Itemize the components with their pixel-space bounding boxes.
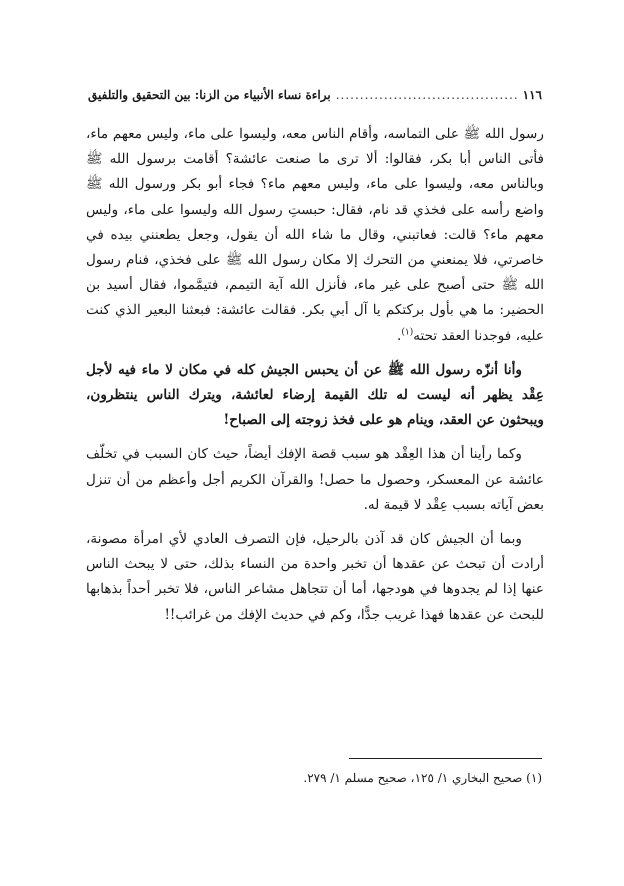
- paragraph-2: وأنا أنزّه رسول الله ﷺ عن أن يحبس الجيش كله في مكان لا ماء فيه لأجل عِقْد يظهر أنه ليست له تلك القيمة إرضاء لعائشة، ويترك الناس ينتظرون، ويبحثون عن العقد، وينام هو على فخذ زوجته إلى الصباح!: [86, 361, 544, 429]
- paragraph-1-text: رسول الله ﷺ على التماسه، وأقام الناس معه، وليسوا على ماء، وليس معهم ماء، فأتى الناس أبا بكر، فقالوا: ألا ترى ما صنعت عائشة؟ أقامت برسول الله ﷺ وبالناس معه، وليسوا على ماء، وليس معهم ماء؟ فجاء أبو بكر ورسول الله ﷺ واضع رأسه على فخذي قد نام، فقال: حبستِ رسول الله وليسوا على ماء، وليس معهم ماء؟ قالت: فعاتبني، وقال ما شاء الله أن يقول، وجعل يطعنني بيده في خاصرتي، فلا يمنعني من التحرك إلا مكان رسول الله ﷺ على فخذي، فنام رسول الله ﷺ حتى أصبح على غير ماء، فأنزل الله آية التيمم، فتيمَّموا، فقال أسيد بن الحضير: ما هي بأول بركتكم يا آل أبي بكر. فقالت عائشة: فبعثنا البعير الذي كنت عليه، فوجدنا العقد تحته: [86, 126, 544, 344]
- running-header: [88, 88, 542, 108]
- footnote-separator: [349, 758, 542, 759]
- paragraph-3: وكما رأينا أن هذا العِقْد هو سبب قصة الإفك أيضاً، حيث كان السبب في تخلّف عائشة عن المعسكر، وحصول ما حصل! والقرآن الكريم أجل وأعظم من أن تنزل بعض آياته بسبب عِقْد لا قيمة له.: [86, 446, 544, 513]
- paragraph-1: [86, 122, 544, 349]
- paragraph-1-end: .: [397, 327, 402, 344]
- running-title: براءة نساء الأنبياء من الزنا: بين التحقيق والتلفيق: [88, 88, 331, 102]
- body-text: [86, 122, 544, 637]
- page-number: ١١٦: [522, 88, 542, 102]
- footnote-reference: (١): [401, 327, 414, 338]
- paragraph-4: وبما أن الجيش كان قد آذن بالرحيل، فإن التصرف العادي لأي امرأة مصونة، أرادت أن تبحث عن عقدها أن تخبر واحدة من النساء بذلك، حتى لا يبحث الناس عنها إذا لم يجدوها في هودجها، أما أن تتجاهل مشاعر الناس، فلا تخبر أحداً بذهابها للبحث عن عقدها فهذا غريب جدًّا، وكم في حديث الإفك من غرائب!!: [86, 531, 544, 623]
- footnote: (١) صحيح البخاري ١/ ١٢٥، صحيح مسلم ١/ ٢٧٩.: [303, 771, 542, 785]
- header-leader-dots: [335, 88, 519, 102]
